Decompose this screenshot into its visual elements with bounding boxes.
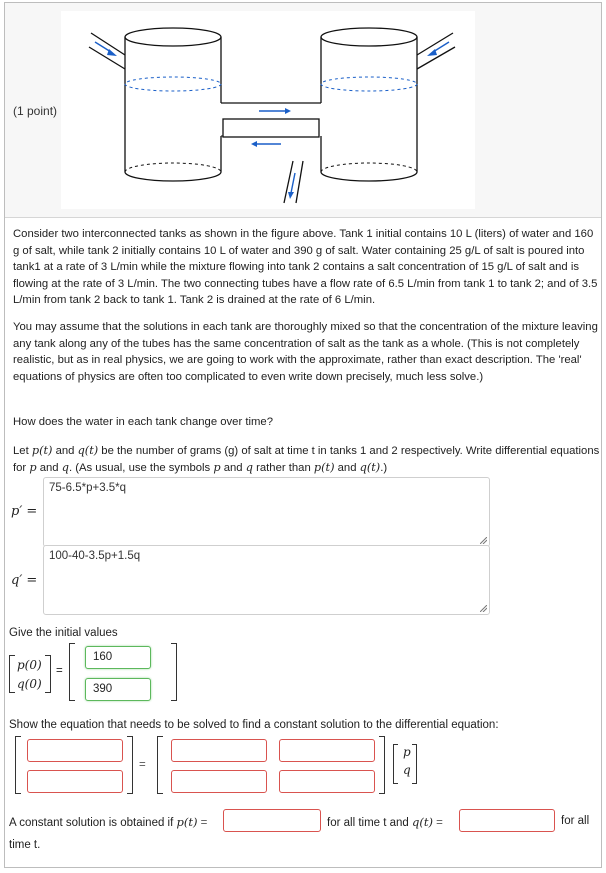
problem-frame [4,2,602,868]
q0-input[interactable] [85,678,151,701]
text-fragment: be the number of grams (g) of salt at time t in tanks 1 and 2 respectively. Write differential equations for [13,445,600,474]
problem-text-2: You may assume that the solutions in each tank are thoroughly mixed so that the concentration of the mixture leaving any tank along any of the tubes has the same concentration of salt as the tank as a whole. (This is not completely realistic, but as in real physics, we are going to work with the approximate, rather than exact description. The 'real' equations of physics are often too complicated to even write down precisely, much less solve.) [13,321,598,383]
resize-grip-icon[interactable] [480,537,487,544]
q-prime-label: q′ = [11,573,38,588]
math-p-t: p(t) [31,444,53,457]
problem-text-3: How does the water in each tank change over time? [13,416,273,428]
left-bracket [393,744,398,784]
vector-q: q [403,763,411,777]
constant-q-input[interactable] [459,809,555,832]
equals-sign: = [56,665,63,677]
vector-input-1[interactable] [27,739,123,762]
math-p-t: p(t) [313,460,335,474]
right-bracket [412,744,417,784]
text-fragment: and [334,461,360,474]
text-fragment: . (As usual, use the symbols [68,461,214,474]
text-fragment: A constant solution is obtained if [9,817,177,829]
figure-area [5,3,601,218]
p-prime-value: 75-6.5*p+3.5*q [49,482,127,494]
time-t-text: time t. [9,839,41,851]
text-fragment: Let [13,445,32,457]
math-q-t: q(t) [77,444,99,457]
p0-input[interactable] [85,646,151,669]
vector-input-2[interactable] [27,770,123,793]
math-p-t: p(t) [176,815,198,829]
left-bracket [157,736,163,794]
q-prime-input[interactable] [43,545,490,615]
right-bracket [379,736,385,794]
equals-sign: = [432,817,443,829]
q0-value: 390 [93,683,113,695]
instructions-text [13,443,601,476]
constant-solution-text-2 [327,815,443,829]
left-bracket [9,655,15,693]
for-all-text: for all [561,815,590,827]
p-prime-label: p′ = [11,504,38,519]
problem-text-1: Consider two interconnected tanks as shown in the figure above. Tank 1 initial contains 10 L (liters) of water and 160 g of salt, while tank 2 initially contains 10 L of water and 390 g of salt. Water containing 25 g/L of salt is poured into tank1 at a rate of 3 L/min while the mixture flowing into tank 2 contains a salt concentration of 15 g/L of salt and is flowing at the rate of 3 L/min. The two connecting tubes have a flow rate of 6.5 L/min from tank 1 to tank 2; and of 3.5 L/min from tank 2 back to tank 1. Tank 2 is drained at the rate of 6 L/min. [13,228,598,306]
initial-values-heading: Give the initial values [9,627,118,639]
text-fragment: and [52,445,78,457]
constant-solution-text [9,815,207,829]
left-bracket [69,643,75,701]
vector-p: p [403,745,411,759]
left-bracket [15,736,21,794]
resize-grip-icon[interactable] [480,605,487,612]
right-bracket [45,655,51,693]
constant-solution-heading: Show the equation that needs to be solved to find a constant solution to the differential equation: [9,719,499,731]
math-p: p [213,460,221,474]
text-fragment: and [220,461,246,474]
text-fragment: and [36,461,62,474]
text-fragment: for all time t and [327,817,413,829]
math-q: q [61,460,69,474]
math-q-t: q(t) [412,815,433,829]
math-p: p [29,460,37,474]
matrix-input-11[interactable] [171,739,267,762]
point-label: (1 point) [13,104,58,118]
math-q-t: q(t) [359,460,381,474]
matrix-input-22[interactable] [279,770,375,793]
p-prime-input[interactable] [43,477,490,547]
q-prime-value: 100-40-3.5p+1.5q [49,550,141,562]
matrix-input-12[interactable] [279,739,375,762]
constant-p-input[interactable] [223,809,321,832]
text-fragment: rather than [252,461,314,474]
equals-sign: = [197,817,208,829]
right-bracket [171,643,177,701]
q0-label: q(0) [17,677,42,691]
equals-sign: = [139,759,146,771]
tank-diagram [61,11,475,209]
right-bracket [127,736,133,794]
p0-value: 160 [93,651,113,663]
text-fragment: .) [380,461,388,474]
math-q: q [245,460,253,474]
matrix-input-21[interactable] [171,770,267,793]
p0-label: p(0) [17,658,42,672]
